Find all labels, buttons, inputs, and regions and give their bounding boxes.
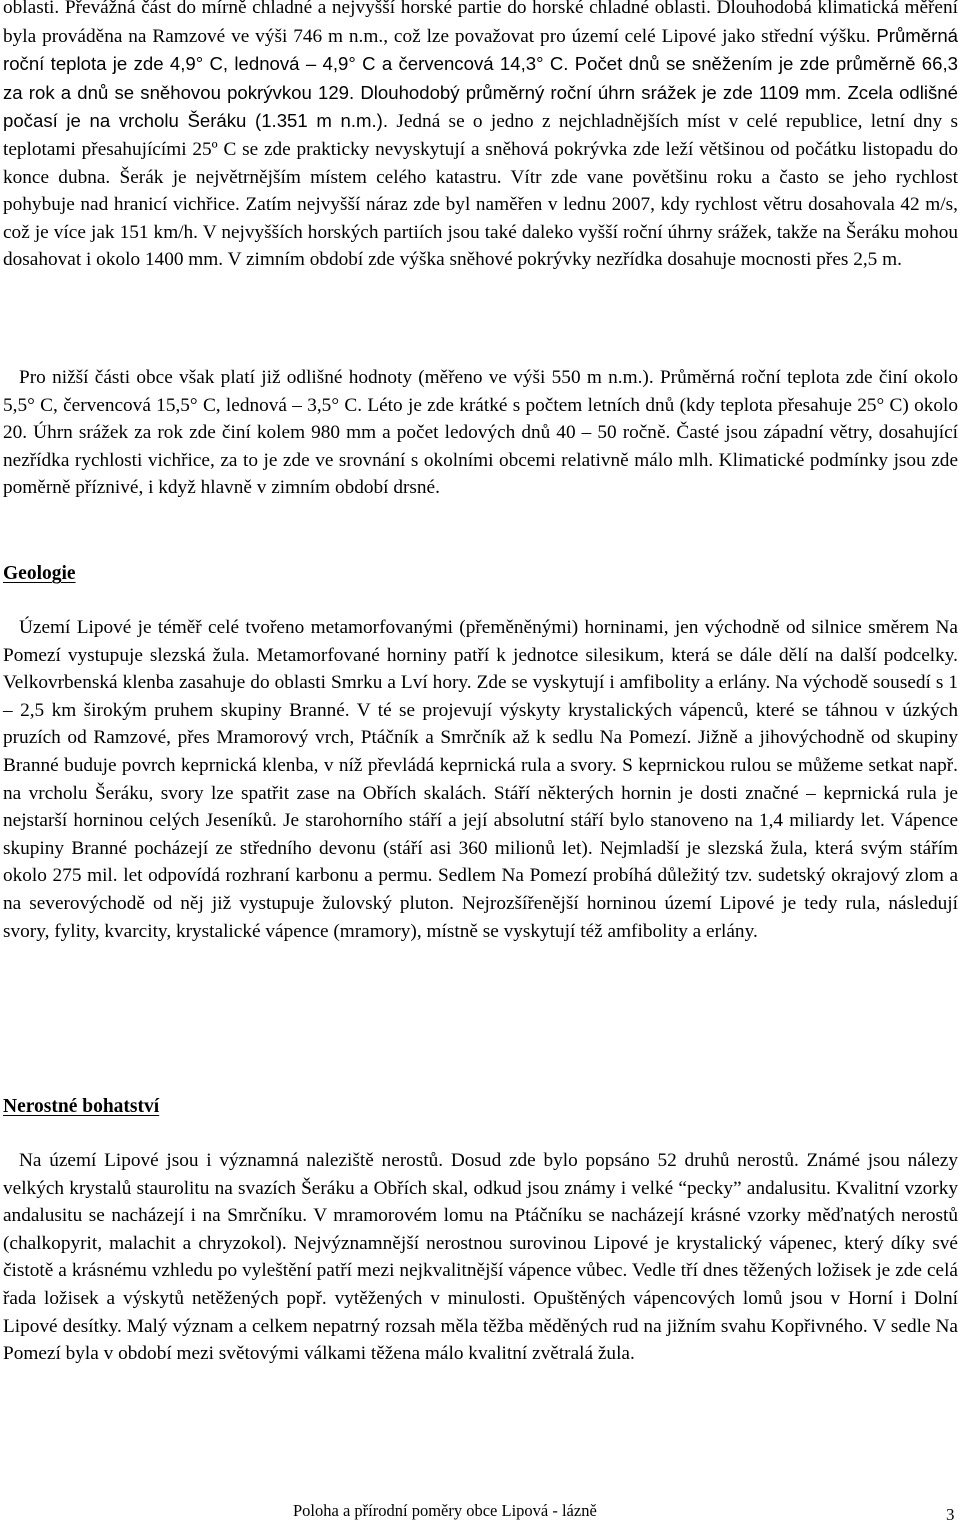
climate-text-serif-a: oblasti. Převážná část do mírně chladné a nejvyšší horské partie do horské chladné oblasti. Dlouhodobá klimatická měření byla prováděna na Ramzové ve výši 746 m n.m., což lze považovat pro území celé Lipové jako střední výšku. [3, 0, 958, 47]
nerosty-text: Na území Lipové jsou i významná naleziště nerostů. Dosud zde bylo popsáno 52 druhů nerostů. Známé jsou nálezy velkých krystalů staurolitu na svazích Šeráku a Obřích skal, odkud jsou známy i velké “pecky” andalusitu. Kvalitní vzorky andalusitu se nacházejí i na Smrčníku. V mramorovém lomu na Ptáčníku se nacházejí krásné vzorky měďnatých nerostů (chalkopyrit, malachit a chryzokol). Nejvýznamnější nerostnou surovinou Lipové je krystalický vápenec, který díky své čistotě a krásnému vzhledu po vyleštění patří mezi nejkvalitnější vápence vůbec. Vedle tří dnes těžených ložisek je zde celá řada ložisek a výskytů netěžených popř. vytěžených v minulosti. Opuštěných vápencových lomů jsou v Horní i Dolní Lipové desítky. Malý význam a celkem nepatrný rozsah měla těžba měděných rud na jižním svahu Kopřivného. V sedle Na Pomezí byla v období mezi světovými válkami těžena málo kvalitní zvětralá žula. [3, 1150, 958, 1365]
geologie-text: Území Lipové je téměř celé tvořeno metamorfovanými (přeměněnými) horninami, jen východně od silnice směrem Na Pomezí vystupuje slezská žula. Metamorfované horniny patří k jednotce silesikum, která se dále dělí na další podcelky. Velkovrbenská klenba zasahuje do oblasti Smrku a Lví hory. Zde se vyskytují i amfibolity a erlány. Na východě sousedí s 1 – 2,5 km širokým pruhem skupiny Branné. V té se projevují výskyty krystalických vápenců, které se táhnou v úzkých pruzích od Ramzové, přes Mramorový vrch, Ptáčník a Smrčník až k sedlu Na Pomezí. Jižně a jihovýchodně od skupiny Branné buduje povrch keprnická klenba, v níž převládá keprnická rula a svory. S keprnickou rulou se můžeme setkat např. na vrcholu Šeráku, svory lze spatřit zase na Obřích skalách. Stáří některých hornin je dosti značné – keprnická rula je nejstarší horninou celých Jeseníků. Je starohorního stáří a její absolutní stáří bylo stanoveno na 1,4 miliardy let. Vápence skupiny Branné pocházejí ze středního devonu (stáří asi 360 milionů let). Nejmladší je slezská žula, která svým stářím okolo 275 mil. let odpovídá rozhraní karbonu a permu. Sedlem Na Pomezí probíhá důležitý tzv. sudetský okrajový zlom a na severovýchodě od něj již vystupuje žulovský pluton. Nejrozšířenější horninou území Lipové je tedy rula, následují svory, fylity, kvarcity, krystalické vápence (mramory), místně se vyskytují též amfibolity a erlány. [3, 617, 958, 942]
climate-paragraph [3, 0, 958, 274]
climate-lower-paragraph [3, 364, 958, 502]
section-heading-nerosty: Nerostné bohatství [3, 1096, 160, 1117]
page-footer [0, 1500, 960, 1526]
page-number: 3 [946, 1505, 955, 1524]
nerosty-paragraph [3, 1147, 958, 1368]
climate-text-serif-b: Jedná se o jedno z nejchladnějších míst v celé republice, letní dny s teplotami přesahujícími 25º C se zde prakticky nevyskytují a sněhová pokrývka zde leží většinou od počátku listopadu do konce dubna. Šerák je největrnějším místem celého katastru. Vítr zde vane povětšinu roku a často se jeho rychlost pohybuje nad hranicí vichřice. Zatím nejvyšší náraz zde byl naměřen v lednu 2007, kdy rychlost větru dosahovala 42 m/s, což je více jak 151 km/h. V nejvyšších horských partiích jsou také daleko vyšší roční úhrny srážek, takže na Šeráku mohou dosahovat i okolo 1400 mm. V zimním období zde výška sněhové pokrývky nezřídka dosahuje mocnosti přes 2,5 m. [3, 111, 959, 271]
section-heading-geologie: Geologie [3, 563, 76, 584]
climate-text-sans: Průměrná roční teplota je zde 4,9° C, lednová – 4,9° C a červencová 14,3° C. Počet dnů se sněžením je zde průměrně 66,3 za rok a dnů se sněhovou pokrývkou 129. Dlouhodobý průměrný roční úhrn srážek je zde 1109 mm. Zcela odlišné počasí je na vrcholu Šeráku (1.351 m n.m.). [3, 24, 958, 132]
climate-lower-text: Pro nižší části obce však platí již odlišné hodnoty (měřeno ve výši 550 m n.m.). Průměrná roční teplota zde činí okolo 5,5° C, červencová 15,5° C, lednová – 3,5° C. Léto je zde krátké s počtem letních dnů (kdy teplota přesahuje 25° C) okolo 20. Úhrn srážek za rok zde činí kolem 980 mm a počet ledových dnů 40 – 50 ročně. Časté jsou západní větry, dosahující nezřídka rychlosti vichřice, za to je zde ve srovnání s okolními obcemi relativně málo mlh. Klimatické podmínky jsou zde poměrně příznivé, i když hlavně v zimním období drsné. [3, 367, 958, 499]
geologie-paragraph [3, 614, 958, 945]
footer-title: Poloha a přírodní poměry obce Lipová - lázně [293, 1501, 597, 1520]
